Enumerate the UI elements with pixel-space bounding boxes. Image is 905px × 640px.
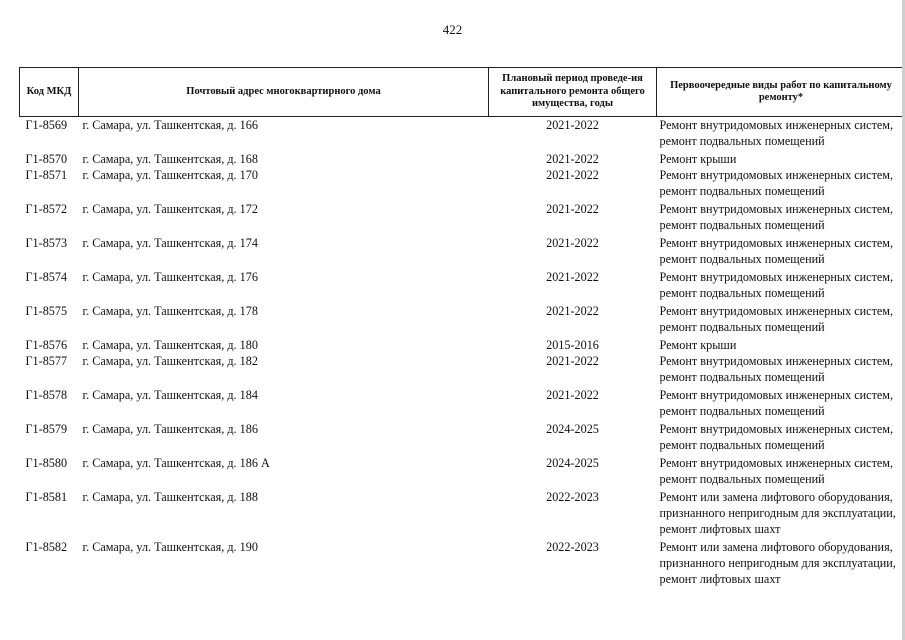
works-cell [657, 337, 905, 353]
works-cell [657, 151, 905, 167]
works-cell [657, 201, 905, 235]
works-cell [657, 387, 905, 421]
table-row [20, 269, 905, 303]
table-header [20, 68, 905, 117]
works-line: Ремонт внутридомовых инженерных систем, [659, 421, 894, 436]
works-cell [657, 353, 905, 387]
address-cell: г. Самара, ул. Ташкентская, д. 166 [82, 118, 258, 132]
table-row [20, 117, 905, 151]
address-cell: г. Самара, ул. Ташкентская, д. 182 [82, 353, 258, 368]
address-cell: г. Самара, ул. Ташкентская, д. 168 [82, 151, 258, 166]
capital-repair-table [19, 67, 905, 589]
address-cell: г. Самара, ул. Ташкентская, д. 188 [82, 489, 258, 504]
works-line: ремонт лифтовых шахт [659, 521, 781, 536]
address-cell: г. Самара, ул. Ташкентская, д. 184 [82, 387, 258, 402]
mkd-code-cell: Г1-8578 [25, 387, 68, 402]
table-row [20, 303, 905, 337]
works-line: Ремонт внутридомовых инженерных систем, [659, 455, 894, 470]
table-row [20, 353, 905, 387]
header-works: Первоочередные виды работ по капитальному ремонту* [657, 68, 905, 117]
works-line: Ремонт внутридомовых инженерных систем, [659, 303, 894, 318]
works-line: Ремонт внутридомовых инженерных систем, [659, 387, 894, 402]
works-line: Ремонт или замена лифтового оборудования, [659, 539, 893, 554]
mkd-code-cell: Г1-8573 [25, 235, 68, 250]
period-cell: 2021-2022 [546, 269, 599, 284]
table-row [20, 489, 905, 539]
works-line: Ремонт внутридомовых инженерных систем, [659, 269, 894, 284]
table-body [20, 117, 905, 589]
address-cell: г. Самара, ул. Ташкентская, д. 190 [82, 539, 258, 554]
mkd-code-cell: Г1-8572 [25, 201, 68, 216]
works-line: Ремонт внутридомовых инженерных систем, [659, 118, 894, 132]
mkd-code-cell: Г1-8581 [25, 489, 68, 504]
works-line: ремонт подвальных помещений [659, 183, 825, 198]
works-line: ремонт лифтовых шахт [659, 571, 781, 586]
works-cell [657, 117, 905, 151]
works-line: признанного непригодным для эксплуатации, [659, 505, 896, 520]
works-line: Ремонт или замена лифтового оборудования, [659, 489, 893, 504]
works-line: ремонт подвальных помещений [659, 134, 825, 148]
works-line: Ремонт крыши [659, 151, 737, 166]
header-period: Плановый период проведе-ия капитального ремонта общего имущества, годы [489, 68, 657, 117]
address-cell: г. Самара, ул. Ташкентская, д. 176 [82, 269, 258, 284]
period-cell: 2022-2023 [546, 489, 599, 504]
mkd-code-cell: Г1-8569 [25, 118, 68, 132]
works-line: признанного непригодным для эксплуатации, [659, 555, 896, 570]
table-row [20, 421, 905, 455]
works-line: ремонт подвальных помещений [659, 285, 825, 300]
mkd-code-cell: Г1-8580 [25, 455, 68, 470]
works-line: ремонт подвальных помещений [659, 319, 825, 334]
table-row [20, 337, 905, 353]
period-cell: 2021-2022 [546, 118, 599, 132]
address-cell: г. Самара, ул. Ташкентская, д. 172 [82, 201, 258, 216]
works-cell [657, 303, 905, 337]
works-cell [657, 269, 905, 303]
works-line: Ремонт внутридомовых инженерных систем, [659, 167, 894, 182]
mkd-code-cell: Г1-8582 [25, 539, 68, 554]
works-line: ремонт подвальных помещений [659, 369, 825, 384]
works-cell [657, 167, 905, 201]
header-code: Код МКД [20, 68, 79, 117]
table-row [20, 167, 905, 201]
table-row [20, 539, 905, 589]
works-cell [657, 421, 905, 455]
mkd-code-cell: Г1-8577 [25, 353, 68, 368]
address-cell: г. Самара, ул. Ташкентская, д. 174 [82, 235, 258, 250]
period-cell: 2021-2022 [546, 167, 599, 182]
address-cell: г. Самара, ул. Ташкентская, д. 180 [82, 337, 258, 352]
table-row [20, 151, 905, 167]
period-cell: 2022-2023 [546, 539, 599, 554]
works-cell [657, 489, 905, 539]
works-line: Ремонт внутридомовых инженерных систем, [659, 235, 894, 250]
works-line: ремонт подвальных помещений [659, 403, 825, 418]
address-cell: г. Самара, ул. Ташкентская, д. 186 А [82, 455, 270, 470]
period-cell: 2015-2016 [546, 337, 599, 352]
works-line: Ремонт внутридомовых инженерных систем, [659, 201, 894, 216]
works-line: ремонт подвальных помещений [659, 217, 825, 232]
page-number: 422 [442, 22, 463, 37]
mkd-code-cell: Г1-8575 [25, 303, 68, 318]
works-cell [657, 455, 905, 489]
works-line: ремонт подвальных помещений [659, 437, 825, 452]
mkd-code-cell: Г1-8579 [25, 421, 68, 436]
period-cell: 2021-2022 [546, 387, 599, 402]
table-row [20, 455, 905, 489]
period-cell: 2021-2022 [546, 353, 599, 368]
address-cell: г. Самара, ул. Ташкентская, д. 178 [82, 303, 258, 318]
period-cell: 2024-2025 [546, 421, 599, 436]
address-cell: г. Самара, ул. Ташкентская, д. 186 [82, 421, 258, 436]
period-cell: 2021-2022 [546, 235, 599, 250]
works-line: ремонт подвальных помещений [659, 471, 825, 486]
works-line: ремонт подвальных помещений [659, 251, 825, 266]
works-cell [657, 235, 905, 269]
mkd-code-cell: Г1-8576 [25, 337, 68, 352]
period-cell: 2021-2022 [546, 303, 599, 318]
table-row [20, 235, 905, 269]
mkd-code-cell: Г1-8571 [25, 167, 68, 182]
period-cell: 2021-2022 [546, 201, 599, 216]
header-row [20, 68, 905, 117]
table-row [20, 201, 905, 235]
mkd-code-cell: Г1-8570 [25, 151, 68, 166]
table-row [20, 387, 905, 421]
works-cell [657, 539, 905, 589]
header-address: Почтовый адрес многоквартирного дома [79, 68, 489, 117]
works-line: Ремонт внутридомовых инженерных систем, [659, 353, 894, 368]
works-line: Ремонт крыши [659, 337, 737, 352]
mkd-code-cell: Г1-8574 [25, 269, 68, 284]
period-cell: 2024-2025 [546, 455, 599, 470]
period-cell: 2021-2022 [546, 151, 599, 166]
address-cell: г. Самара, ул. Ташкентская, д. 170 [82, 167, 258, 182]
